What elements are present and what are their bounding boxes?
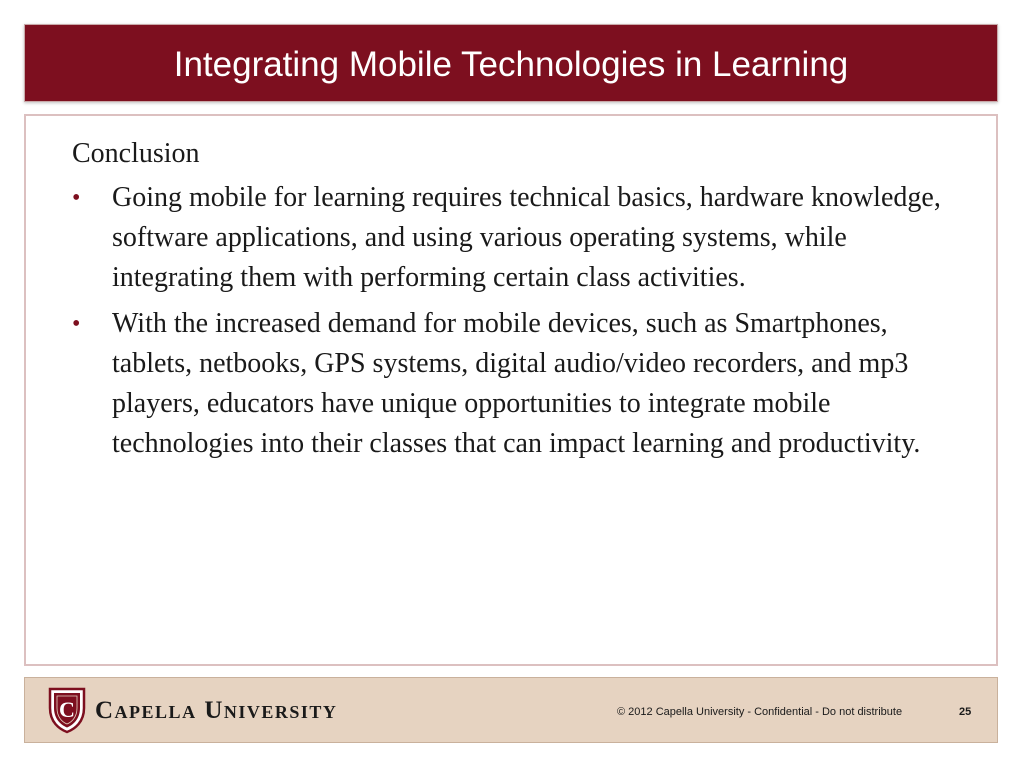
section-heading: Conclusion [72, 138, 200, 169]
content-body [72, 134, 956, 470]
bullet-marker: • [72, 311, 81, 337]
bullet-marker: • [72, 185, 81, 211]
copyright-notice: © 2012 Capella University - Confidential - Do not distribute [617, 706, 903, 718]
bullet-item [72, 304, 956, 464]
slide-title: Integrating Mobile Technologies in Learning [173, 45, 849, 84]
university-logo-text: Capella University [95, 697, 338, 724]
svg-text:C: C [59, 697, 75, 722]
footer-bar [24, 677, 998, 743]
capella-shield-icon [47, 686, 87, 734]
page-number: 25 [959, 706, 972, 718]
bullet-text: Going mobile for learning requires technical basics, hardware knowledge, software applications, and using various operating systems, while integrating them with performing certain class activities. [112, 182, 941, 293]
bullet-text: With the increased demand for mobile devices, such as Smartphones, tablets, netbooks, GPS systems, digital audio/video recorders, and mp3 players, educators have unique opportunities to integrate mobile technologies into their classes that can impact learning and productivity. [112, 308, 921, 459]
title-bar [24, 24, 998, 102]
content-area [24, 114, 998, 666]
bullet-item [72, 178, 956, 298]
bullet-list [72, 178, 956, 464]
